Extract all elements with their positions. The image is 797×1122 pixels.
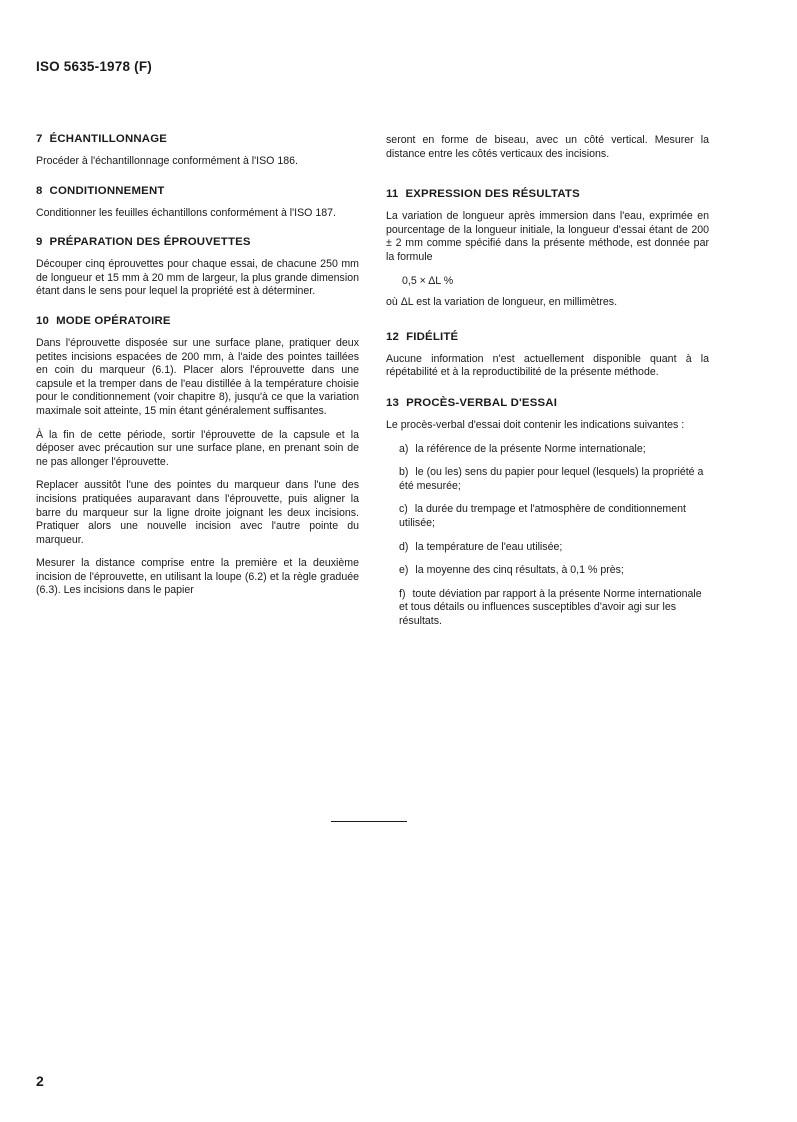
section-title: CONDITIONNEMENT [49,184,165,197]
left-column [36,132,359,613]
section-title: FIDÉLITÉ [406,330,459,343]
list-item [399,443,709,457]
section-number: 8 [36,184,43,197]
list-item-text: le (ou les) sens du papier pour lequel (lesquels) la propriété a été mesurée; [399,466,704,492]
paragraph: où ΔL est la variation de longueur, en millimètres. [386,296,618,309]
section-11 [386,187,709,310]
section-13 [386,396,709,629]
section-title: PROCÈS-VERBAL D'ESSAI [406,396,558,409]
list-item [399,588,709,629]
section-title: EXPRESSION DES RÉSULTATS [405,188,580,201]
section-title: PRÉPARATION DES ÉPROUVETTES [49,236,251,249]
paragraph: Dans l'éprouvette disposée sur une surface plane, pratiquer deux petites incisions espacées de 200 mm, à l'aide des pointes taillées en coin du marqueur (6.1). Placer alors l'éprouvette dans une capsule et la tremper dans de l'eau distillée à la température choisie pour le conditionnement (voir chapitre 8), jusqu'à ce que la variation maximale soit atteinte, 15 min étant généralement suffisantes. [36,336,359,417]
section-title: ÉCHANTILLONNAGE [49,133,168,145]
list-item [399,564,709,578]
section-heading [386,396,709,410]
paragraph: Le procès-verbal d'essai doit contenir les indications suivantes : [386,418,685,431]
list-item-label: d) [399,540,409,553]
list-item-text: la température de l'eau utilisée; [415,540,563,553]
continuation-paragraph: seront en forme de biseau, avec un côté vertical. Mesurer la distance entre les côtés verticaux des incisions. [386,134,709,160]
page-number: 2 [36,1073,44,1089]
right-column [386,134,709,643]
list-item-text: la moyenne des cinq résultats, à 0,1 % près; [415,564,624,577]
section-heading [36,184,359,198]
section-number: 11 [386,188,399,201]
list-item [399,541,709,555]
section-number: 7 [36,133,43,145]
list-item-label: e) [399,564,409,577]
section-heading [386,187,709,201]
paragraph: Replacer aussitôt l'une des pointes du marqueur dans l'une des incisions pratiquées auparavant dans l'éprouvette, puis aligner la barre du marqueur sur la ligne droite joignant les deux incisions. Pratiquer alors une nouvelle incision avec l'autre pointe du marqueur. [36,479,359,546]
section-8 [36,184,359,221]
list-item [399,503,709,530]
list-item-label: a) [399,442,409,455]
end-rule-divider [331,821,407,822]
section-9 [36,235,359,299]
formula: 0,5 × ΔL % [402,274,454,287]
section-10 [36,314,359,598]
list-item-label: c) [399,503,408,516]
section-number: 10 [36,314,50,327]
list-item-label: b) [399,466,409,479]
list-item-text: la durée du trempage et l'atmosphère de conditionnement utilisée; [399,503,686,529]
paragraph: À la fin de cette période, sortir l'éprouvette de la capsule et la déposer avec précaution sur une surface plane, en prenant soin de ne pas allonger l'éprouvette. [36,428,359,468]
list-item-text: toute déviation par rapport à la présente Norme internationale et tous détails ou influences susceptibles d'avoir agi sur les résultats. [399,587,702,627]
section-heading [36,132,359,146]
paragraph: Découper cinq éprouvettes pour chaque essai, de chacune 250 mm de longueur et 15 mm à 20 mm de largeur, la plus grande dimension étant dans le sens pour lequel la propriété est à déterminer. [36,258,359,298]
section-heading [386,330,709,344]
section-number: 12 [386,330,400,343]
paragraph: Aucune information n'est actuellement disponible quant à la répétabilité et à la reproductibilité de la présente méthode. [386,352,709,379]
section-number: 13 [386,396,400,409]
list-item [399,466,709,493]
section-title: MODE OPÉRATOIRE [56,314,171,327]
section-12 [386,330,709,380]
paragraph: Procéder à l'échantillonnage conformément à l'ISO 186. [36,155,298,167]
paragraph: Conditionner les feuilles échantillons conformément à l'ISO 187. [36,206,336,219]
section-7 [36,132,359,169]
paragraph: La variation de longueur après immersion dans l'eau, exprimée en pourcentage de la longueur initiale, la longueur d'essai étant de 200 ± 2 mm comme spécifié dans la présente méthode, est donnée par la formule [386,210,709,263]
section-number: 9 [36,236,43,249]
section-heading [36,314,359,328]
list-item-label: f) [399,587,406,600]
section-heading [36,235,359,249]
paragraph: Mesurer la distance comprise entre la première et la deuxième incision de l'éprouvette, en utilisant la loupe (6.2) et la règle graduée (6.3). Les incisions dans le papier [36,557,359,597]
list-item-text: la référence de la présente Norme internationale; [415,442,646,455]
standard-id-header: ISO 5635-1978 (F) [36,59,152,74]
